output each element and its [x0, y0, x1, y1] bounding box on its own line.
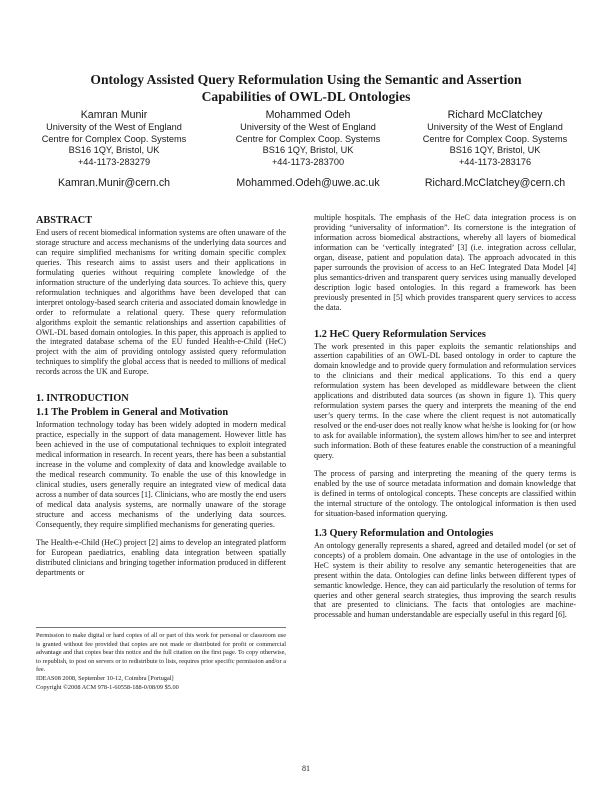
author-name: Kamran Munir	[80, 109, 148, 121]
author-block	[217, 109, 399, 190]
intro-paragraph: The Health-e-Child (HeC) project [2] aims to develop an integrated platform for European paediatrics, enabling data integration between spatially distributed clinicians and bringing together information produced in different departments or	[36, 537, 286, 577]
author-email: Mohammed.Odeh@uwe.ac.uk	[236, 177, 380, 189]
author-address: BS16 1QY, Bristol, UK	[262, 145, 354, 155]
author-affiliation: University of the West of England	[46, 122, 182, 132]
introduction-heading: 1. INTRODUCTION	[36, 393, 129, 405]
author-address: BS16 1QY, Bristol, UK	[68, 145, 160, 155]
paper-title: Ontology Assisted Query Reformulation Using the Semantic and Assertion Capabilities of OWL-DL Ontologies	[90, 72, 522, 104]
author-email: Richard.McClatchey@cern.ch	[424, 177, 566, 189]
section-1-2-paragraph: The work presented in this paper exploits the semantic relationships and assertion capabilities of an OWL-DL based ontology in order to capture the domain knowledge and to provide query formulation and reformulation services to the clinicians and their medical applications. To this end a query reformulation system has been developed as middleware between the client applications and distributed data sources (as shown in figure 1). This query reformulation system parses the query and interprets the meaning of the end user’s query terms. In the case where the client request is not automatically resolved or the end-user does not really know what he/she is looking for (or how to ask for available information), the system allows him/her to see and interpret such information. Both of these features enable the construction of a meaningful query.	[314, 341, 576, 461]
author-affiliation: Centre for Complex Coop. Systems	[422, 133, 568, 144]
section-1-2-heading: 1.2 HeC Query Reformulation Services	[314, 328, 486, 340]
copyright-line: Copyright ©2008 ACM 978-1-60558-188-0/08/09 $5.00	[36, 683, 179, 691]
author-phone: +44-1173-283700	[271, 156, 345, 167]
abstract-text: End users of recent biomedical information systems are often unaware of the storage structure and access mechanisms of the underlying data sources and can require simplified mechanisms for writing domain specific complex queries. This research aims to assist users and their applications in formulating queries without requiring complete knowledge of the information structure of the underlying data sources. To achieve this, query reformulation techniques and algorithms have been developed that can interpret ontology-based search criteria and associated domain knowledge in order to reformulate a relational query. These query reformulation algorithms exploit the semantic relationships and assertion capabilities of OWL-DL based domain ontologies. In this paper, this approach is applied to the integrated database schema of the EU funded Health-e-Child (HeC) project with the aim of providing ontology assisted query reformulation techniques to simplify the global access that is needed to millions of medical records across the UK and Europe.	[36, 228, 286, 377]
conference-venue: IDEAS08 2008, September 10-12, Coimbra [Portugal]	[36, 674, 174, 682]
author-name: Mohammed Odeh	[265, 109, 351, 121]
author-block	[395, 109, 595, 190]
author-name: Richard McClatchey	[447, 109, 543, 121]
intro-paragraph: Information technology today has been widely adopted in modern medical practice, especially in the support of data management. However little has been achieved in the use of computational techniques to exploit integrated medical information in research. In recent years, there has been a substantial increase in the volume and complexity of data and knowledge available to the medical research community. To enable the use of this knowledge in clinical studies, users generally require an integrated view of medical data across a number of data sources [1]. Clinicians, who are mostly the end users of medical data analysis systems, are normally unaware of the storage structure and access mechanisms of the underlying data sources. Consequently, they require simplified mechanisms for generating queries.	[36, 420, 286, 529]
author-email: Kamran.Munir@cern.ch	[57, 177, 171, 189]
author-affiliation: University of the West of England	[240, 122, 376, 132]
author-affiliation: Centre for Complex Coop. Systems	[235, 133, 381, 144]
author-affiliation: University of the West of England	[427, 122, 563, 132]
page-number: 81	[302, 764, 310, 773]
author-phone: +44-1173-283279	[77, 156, 151, 167]
permission-text: Permission to make digital or hard copies of all or part of this work for personal or classroom use is granted without fee provided that copies are not made or distributed for profit or commercial advantage and that copies bear this notice and the full citation on the first page. To copy otherwise, to republish, to post on servers or to redistribute to lists, requires prior specific permission and/or a fee.	[36, 632, 286, 674]
section-1-3-heading: 1.3 Query Reformulation and Ontologies	[314, 527, 494, 539]
left-column	[36, 214, 286, 586]
author-affiliation: Centre for Complex Coop. Systems	[41, 133, 187, 144]
section-1-3-paragraph: An ontology generally represents a shared, agreed and detailed model (or set of concepts) of a problem domain. One advantage in the use of ontologies in the HeC system is their ability to resolve any semantic heterogeneities that are present within the data. Ontologies can define links between different types of semantic knowledge. Hence, they can aid particularly the resolution of terms for queries and other general search strategies, thus improving the search results that are presented to clinicians. The facts that ontologies are machine-processable and human understandable are especially useful in this regard [6].	[314, 540, 576, 620]
intro-paragraph-continued: multiple hospitals. The emphasis of the HeC data integration process is on providing “universality of information”. Its cornerstone is the integration of information across biomedical abstractions, whereby all layers of biomedical information can be ‘vertically integrated’ [3] (i.e. integration across cellular, organ, disease, patient and population data). The approach advocated in this paper surrounds the provision of access to an HeC Integrated Data Model [4] plus semantics-driven and transparent query services using manually developed description logic based ontologies. In this regard a framework has been previously presented in [5] which provides transparent query services to access the data.	[314, 213, 576, 312]
author-address: BS16 1QY, Bristol, UK	[449, 145, 541, 155]
abstract-heading: ABSTRACT	[36, 215, 93, 226]
section-1-2-paragraph: The process of parsing and interpreting the meaning of the query terms is enabled by the use of source metadata information and domain knowledge that is defined in terms of ontological concepts. These concepts are classified within the internal structure of the ontology. The ontological information is then used for situation-based information querying.	[314, 468, 576, 518]
permission-notice	[36, 627, 286, 692]
right-column	[314, 213, 576, 628]
section-1-1-heading: 1.1 The Problem in General and Motivation	[36, 407, 229, 419]
author-phone: +44-1173-283176	[458, 156, 532, 167]
author-block	[23, 109, 205, 190]
